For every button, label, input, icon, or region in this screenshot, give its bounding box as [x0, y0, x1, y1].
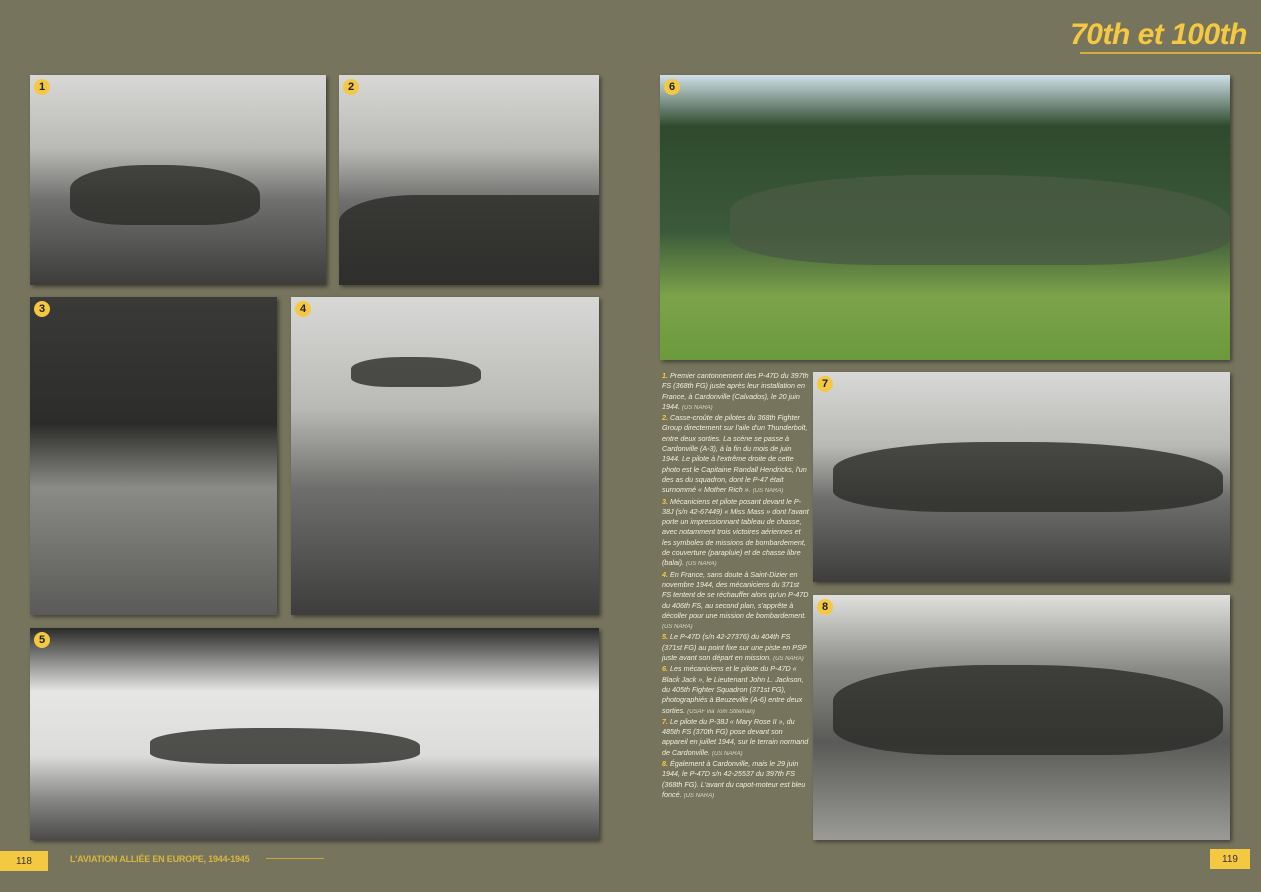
running-title: L'AVIATION ALLIÉE EN EUROPE, 1944-1945	[70, 854, 250, 864]
photo-6	[660, 75, 1230, 360]
caption-7	[662, 717, 810, 759]
caption-text: Également à Cardonville, mais le 29 juin 1944, le P-47D s/n 42-25537 du 397th FS (368th FG). L'avant du capot-moteur est bleu foncé.	[662, 758, 806, 799]
title-rule	[1080, 52, 1261, 54]
caption-credit: (US NARA)	[683, 792, 715, 799]
chapter-title: 70th et 100th	[1070, 18, 1247, 51]
photo-number-badge: 6	[664, 79, 680, 95]
photo-2	[339, 75, 599, 285]
caption-number: 8.	[662, 758, 668, 768]
photo-number-badge: 5	[34, 632, 50, 648]
caption-text: Mécaniciens et pilote posant devant le P-38J (s/n 42-67449) « Miss Mass » dont l'avant porte un impressionnant tableau de chasse, avec notamment trois victoires aériennes et les symboles de missions de bombardement, de couverture (parapluie) et de chasse libre (balai).	[662, 496, 809, 568]
photo-1	[30, 75, 326, 285]
caption-credit: (US NARA)	[662, 624, 693, 631]
captions-column	[662, 371, 810, 801]
caption-3	[662, 497, 810, 570]
caption-number: 7.	[662, 716, 668, 726]
photo-number-badge: 8	[817, 599, 833, 615]
photo-5	[30, 628, 599, 840]
caption-number: 2.	[662, 413, 668, 423]
caption-4	[662, 570, 810, 633]
caption-credit: (US NARA)	[752, 488, 784, 495]
photo-number-badge: 7	[817, 376, 833, 392]
caption-2	[662, 413, 810, 496]
photo-number-badge: 4	[295, 301, 311, 317]
caption-number: 6.	[662, 664, 668, 674]
caption-text: Casse-croûte de pilotes du 368th Fighter Group directement sur l'aile d'un Thunderbolt, entre deux sorties. La scène se passe à Cardonville (A-3), à la fin du mois de juin 1944. Le pilote à l'extrême droite de cette photo est le Capitaine Randall Hendricks, l'un des as du squadron, dont le P-47 était surnommé « Mother Rich ».	[662, 413, 808, 495]
caption-number: 3.	[662, 496, 668, 506]
caption-1	[662, 371, 810, 413]
caption-credit: (USAF via Tom Stiteman)	[687, 708, 755, 715]
caption-6	[662, 664, 810, 716]
caption-8	[662, 759, 810, 801]
caption-number: 1.	[662, 371, 668, 380]
caption-credit: (US NARA)	[711, 750, 743, 757]
page-number-right: 119	[1210, 849, 1250, 869]
footer-rule	[266, 858, 324, 859]
caption-credit: (US NARA)	[682, 404, 713, 411]
photo-number-badge: 1	[34, 79, 50, 95]
photo-number-badge: 3	[34, 301, 50, 317]
photo-8	[813, 595, 1230, 840]
caption-5	[662, 632, 810, 664]
caption-text: Le P-47D (s/n 42-27376) du 404th FS (371st FG) au point fixe sur une piste en PSP juste avant son départ en mission.	[662, 632, 807, 663]
caption-text: Premier cantonnement des P-47D du 397th FS (368th FG) juste après leur installation en France, à Cardonville (Calvados), le 20 juin 1944.	[662, 371, 809, 411]
photo-3	[30, 297, 277, 615]
caption-credit: (US NARA)	[685, 561, 717, 568]
caption-text: Le pilote du P-38J « Mary Rose II », du 485th FS (370th FG) pose devant son appareil en juillet 1944, sur le terrain normand de Cardonville.	[662, 716, 809, 757]
caption-text: Les mécaniciens et le pilote du P-47D « Black Jack », le Lieutenant John L. Jackson, du 405th Fighter Squadron (371st FG), photographiés à Beuzeville (A-6) entre deux sorties.	[662, 664, 804, 715]
page-number-left: 118	[0, 851, 48, 871]
caption-number: 5.	[662, 632, 668, 642]
caption-text: En France, sans doute à Saint-Dizier en novembre 1944, des mécaniciens du 371st FS tentent de se réchauffer alors qu'un P-47D du 406th FS, au second plan, s'apprête à décoller pour une mission de bombardement.	[662, 569, 809, 620]
photo-7	[813, 372, 1230, 582]
caption-credit: (US NARA)	[773, 656, 804, 663]
photo-4	[291, 297, 599, 615]
photo-number-badge: 2	[343, 79, 359, 95]
caption-number: 4.	[662, 569, 668, 579]
